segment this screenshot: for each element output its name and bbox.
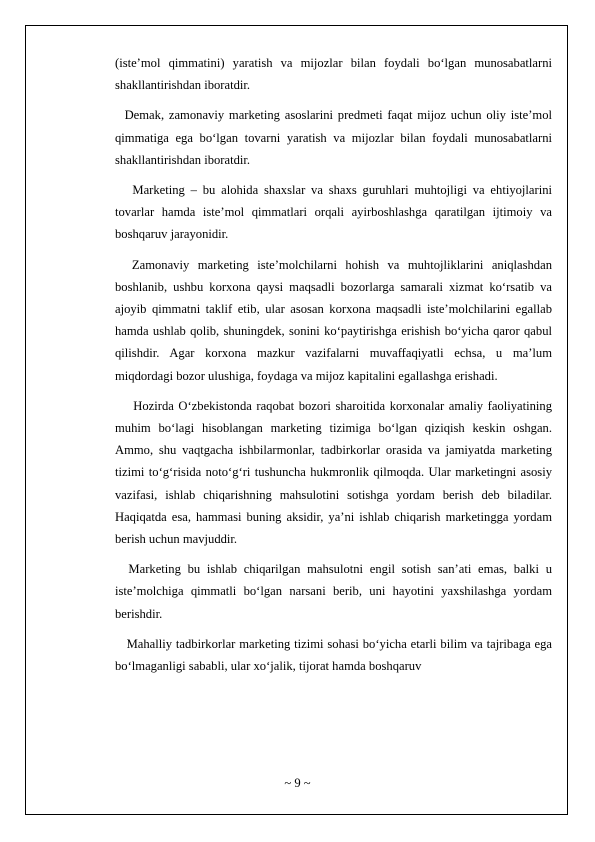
- paragraph-4: Zamonaviy marketing iste’molchilarni hohish va muhtojliklarini aniqlashdan boshlanib, ushbu korxona qaysi maqsadli bozorlarga samarali xizmat ko‘rsatib va ajoyib qimmatni taklif etib, ular asosan korxona maqsadli iste’molchilarini egallab hamda ushlab qolib, shuningdek, sonini ko‘paytirishga erishish bo‘yicha qaror qabul qilishdir. Agar korxona mazkur vazifalarni muvaffaqiyatli echsa, u ma’lum miqdordagi bozor ulushiga, foydaga va mijoz kapitalini egallashga erishadi.: [115, 257, 552, 383]
- page-number: ~ 9 ~: [284, 776, 311, 790]
- paragraph-3: Marketing – bu alohida shaxslar va shaxs guruhlari muhtojligi va ehtiyojlarini tovarlar hamda iste’mol qimmatlari orqali ayirboshlashga qaratilgan ijtimoiy va boshqaruv jarayonidir.: [115, 183, 552, 242]
- paragraph-6: Marketing bu ishlab chiqarilgan mahsulotni engil sotish san’ati emas, balki u iste’molchiga qimmatli bo‘lgan narsani berib, uni hayotini yaxshilashga yordam berishdir.: [115, 562, 552, 621]
- paragraph-2: Demak, zamonaviy marketing asoslarini predmeti faqat mijoz uchun oliy iste’mol qimmatiga ega bo‘lgan tovarni yaratish va mijozlar bilan foydali munosabatlarni shakllantirishdan iboratdir.: [115, 108, 552, 167]
- document-body: [115, 52, 552, 685]
- paragraph-1: (iste’mol qimmatini) yaratish va mijozlar bilan foydali bo‘lgan munosabatlarni shakllantirishdan iboratdir.: [115, 56, 552, 93]
- paragraph-7: Mahalliy tadbirkorlar marketing tizimi sohasi bo‘yicha etarli bilim va tajribaga ega bo‘lmaganligi sababli, ular xo‘jalik, tijorat hamda boshqaruv: [115, 636, 552, 674]
- paragraph-5: Hozirda O‘zbekistonda raqobat bozori sharoitida korxonalar amaliy faoliyatining muhim bo‘lagi hisoblangan marketing tizimiga bo‘lgan qiziqish keskin oshgan. Ammo, shu vaqtgacha ishbilarmonlar, tadbirkorlar orasida va jamiyatda marketing tizimi to‘g‘risida noto‘g‘ri tushuncha hukmronlik qilmoqda. Ular marketingni asosiy vazifasi, ishlab chiqarishning mahsulotini sotishga yordam berish deb biladilar. Haqiqatda esa, hammasi buning aksidir, ya’ni ishlab chiqarish marketingga yordam berish uchun mavjuddir.: [115, 398, 552, 547]
